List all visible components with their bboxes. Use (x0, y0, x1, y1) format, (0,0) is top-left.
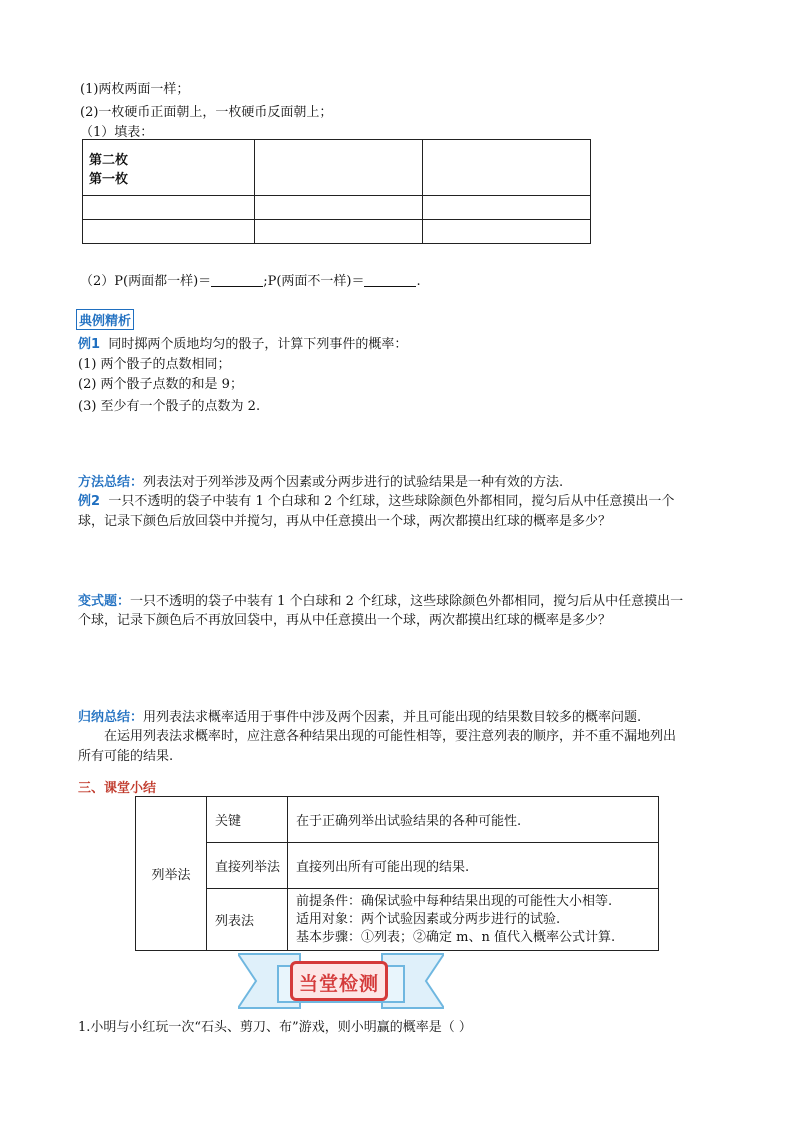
example-2-text-2: 球，记录下颜色后放回袋中并搅匀，再从中任意摸出一个球，两次都摸出红球的概率是多少？ (78, 514, 612, 529)
induction-summary-text: 用列表法求概率适用于事件中涉及两个因素，并且可能出现的结果数目较多的概率问题. (143, 710, 642, 725)
table-cell (255, 140, 423, 196)
table-header-bottom: 第一枚 (89, 171, 129, 187)
induction-summary-label: 归纳总结： (78, 710, 144, 725)
induction-summary-text-2: 在运用列表法求概率时，应注意各种结果出现的可能性相等，要注意列表的顺序，并不重不漏地列出 (104, 729, 677, 744)
example-2 (78, 490, 674, 509)
summary-row-header: 列举法 (136, 797, 207, 951)
variant-text-2: 个球，记录下颜色后不再放回袋中，再从中任意摸出一个球，两次都摸出红球的概率是多少？ (78, 613, 612, 628)
prob-sep: ; (263, 274, 268, 289)
table-header-cell (83, 140, 255, 196)
table-cell (423, 140, 591, 196)
example-1-item: (3) 至少有一个骰子的点数为 2. (78, 399, 261, 414)
probability-line (80, 270, 421, 289)
prob-prefix: （2） (80, 274, 115, 289)
line-1: (1)两枚两面一样； (80, 82, 190, 97)
example-2-text: 一只不透明的袋子中装有 1 个白球和 2 个红球，这些球除颜色外都相同，搅匀后从中任意摸出一个 (108, 494, 675, 509)
table-cell (83, 196, 255, 220)
variant-text: 一只不透明的袋子中装有 1 个白球和 2 个红球，这些球除颜色外都相同，搅匀后从中任意摸出一 (130, 594, 684, 609)
summary-line: 适用对象：两个试验因素或分两步进行的试验. (296, 911, 561, 927)
method-summary-label: 方法总结： (78, 475, 144, 490)
prob-b-label: P(两面不一样)＝ (267, 274, 365, 289)
summary-line: 前提条件：确保试验中每种结果出现的可能性大小相等. (296, 893, 613, 909)
example-1-item: (1) 两个骰子的点数相同； (78, 357, 231, 372)
induction-summary-text-3: 所有可能的结果. (78, 749, 174, 764)
section-title-classroom-summary: 三、课堂小结 (78, 781, 157, 796)
prob-a-label: P(两面都一样)＝ (114, 274, 212, 289)
table-cell (423, 220, 591, 244)
example-1-item: (2) 两个骰子点数的和是 9； (78, 377, 243, 392)
question-1: 1.小明与小红玩一次“石头、剪刀、布”游戏，则小明赢的概率是（ ） (78, 1020, 472, 1035)
summary-line: 基本步骤：①列表；②确定 m、n 值代入概率公式计算. (296, 929, 616, 945)
summary-label-table-method: 列表法 (207, 889, 288, 951)
table-cell (83, 220, 255, 244)
method-summary-text: 列表法对于列举涉及两个因素或分两步进行的试验结果是一种有效的方法. (143, 475, 564, 490)
table-cell (423, 196, 591, 220)
method-summary (78, 471, 563, 490)
answer-blank[interactable] (211, 273, 263, 287)
induction-summary (78, 706, 641, 725)
table-cell (255, 196, 423, 220)
line-2: (2)一枚硬币正面朝上，一枚硬币反面朝上； (80, 105, 333, 120)
summary-label-direct: 直接列举法 (207, 843, 288, 889)
section-title-analysis: 典例精析 (76, 309, 134, 330)
example-1-text: 同时掷两个质地均匀的骰子，计算下列事件的概率： (108, 337, 408, 352)
banner-title: 当堂检测 (290, 961, 388, 1001)
table-cell (255, 220, 423, 244)
answer-blank[interactable] (364, 273, 416, 287)
prob-end: . (416, 274, 421, 289)
summary-table (135, 796, 659, 951)
summary-content-key: 在于正确列举出试验结果的各种可能性. (288, 797, 659, 843)
variant-question (78, 590, 683, 609)
example-1-label: 例1 (78, 337, 101, 352)
example-1 (78, 333, 407, 352)
variant-label: 变式题： (78, 594, 131, 609)
summary-label-key: 关键 (207, 797, 288, 843)
fill-table-label: （1）填表： (80, 125, 154, 140)
summary-content-direct: 直接列出所有可能出现的结果. (288, 843, 659, 889)
coin-table (82, 139, 591, 244)
example-2-label: 例2 (78, 494, 101, 509)
table-header-top: 第二枚 (89, 152, 129, 168)
summary-content-table-method (288, 889, 659, 951)
